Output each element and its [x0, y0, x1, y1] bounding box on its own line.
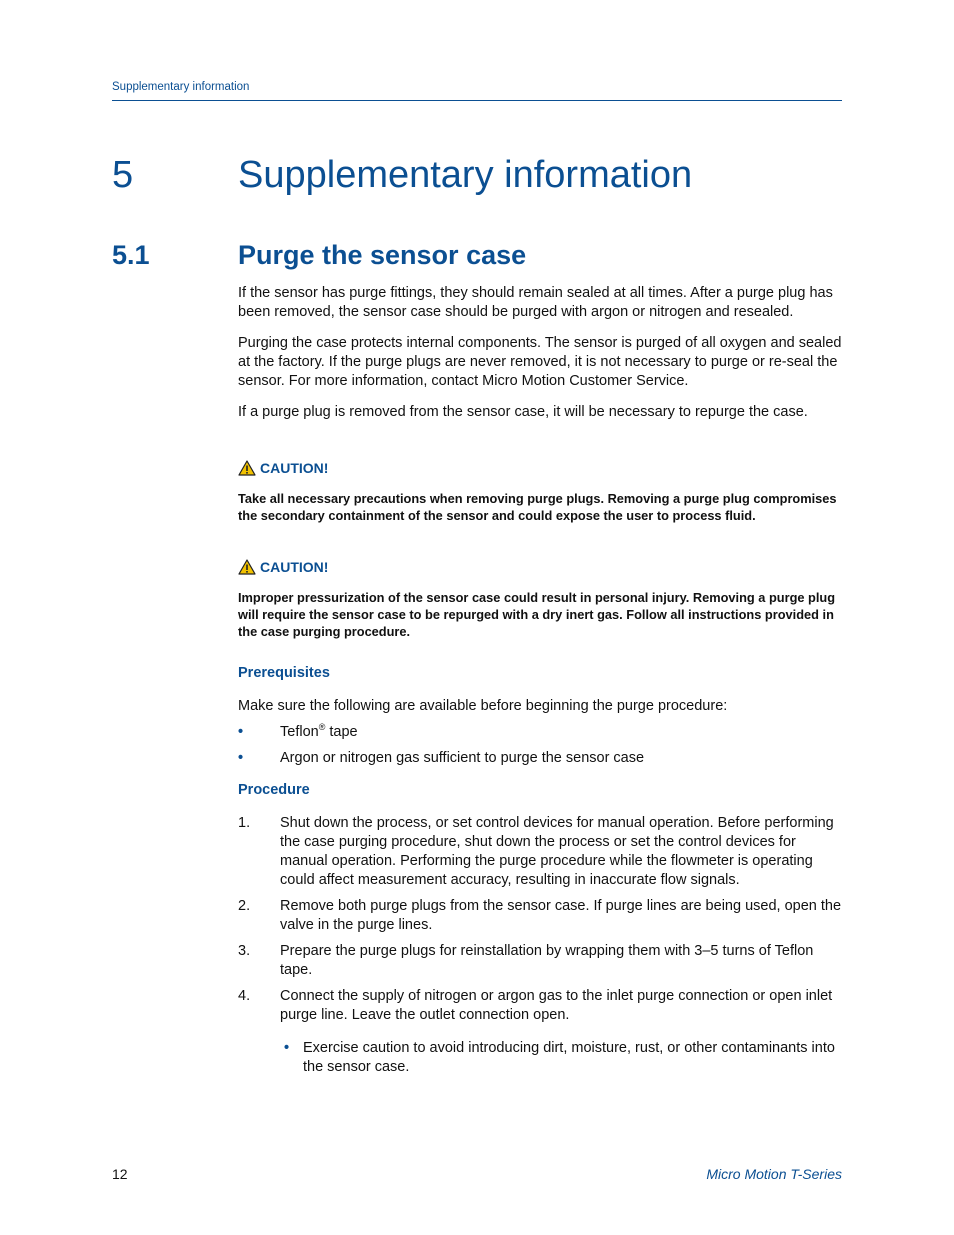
procedure-step [238, 987, 842, 1025]
warning-triangle-icon [238, 559, 256, 575]
main-content [238, 284, 842, 1077]
procedure-step [238, 814, 842, 890]
prerequisites-intro: Make sure the following are available before beginning the purge procedure: [238, 698, 728, 714]
list-item [238, 723, 842, 742]
caution-block [238, 557, 842, 640]
caution-block [238, 458, 842, 524]
caution-heading [238, 458, 842, 478]
caution-text: Take all necessary precautions when removing purge plugs. Removing a purge plug compromises the secondary containment of the sensor and could expose the user to process fluid. [238, 491, 837, 523]
list-item [238, 749, 842, 768]
step-text: Remove both purge plugs from the sensor case. If purge lines are being used, open the valve in the purge lines. [280, 898, 842, 933]
list-item-suffix: tape [325, 724, 358, 740]
procedure-steps [238, 814, 842, 1025]
list-item-text: Teflon [280, 724, 319, 740]
page-number: 12 [112, 1166, 128, 1182]
step-number: 3. [238, 943, 251, 959]
paragraph: If a purge plug is removed from the sensor case, it will be necessary to repurge the case. [238, 404, 808, 420]
sub-bullet-item [280, 1039, 842, 1077]
list-item-text: Argon or nitrogen gas sufficient to purge the sensor case [280, 750, 645, 766]
bullet-icon: • [238, 724, 244, 740]
caution-label: CAUTION! [260, 459, 329, 476]
prerequisites-heading: Prerequisites [238, 665, 330, 681]
step-text: Connect the supply of nitrogen or argon gas to the inlet purge connection or open inlet purge line. Leave the outlet connection open. [280, 988, 833, 1023]
procedure-step [238, 942, 842, 980]
header-rule [112, 100, 842, 101]
chapter-title: Supplementary information [238, 154, 693, 196]
step-number: 1. [238, 815, 251, 831]
step-text: Shut down the process, or set control devices for manual operation. Before performing the case purging procedure, shut down the process or set the control devices for manual operation. Performing the purge procedure while the flowmeter is operating could affect measurement accuracy, resulting in inaccurate flow signals. [280, 815, 834, 888]
bullet-icon: • [238, 750, 244, 766]
prerequisites-list [238, 723, 842, 768]
step-number: 2. [238, 898, 251, 914]
document-title: Micro Motion T-Series [706, 1166, 842, 1182]
procedure-step [238, 897, 842, 935]
bullet-icon: • [284, 1040, 290, 1056]
caution-label: CAUTION! [260, 558, 329, 575]
step-text: Prepare the purge plugs for reinstallation by wrapping them with 3–5 turns of Teflon tape. [280, 943, 814, 978]
procedure-heading: Procedure [238, 782, 310, 798]
section-title: Purge the sensor case [238, 240, 527, 270]
warning-triangle-icon [238, 460, 256, 476]
registered-mark: ® [318, 722, 326, 733]
paragraph: If the sensor has purge fittings, they should remain sealed at all times. After a purge plug has been removed, the sensor case should be purged with argon or nitrogen and resealed. [238, 285, 833, 320]
chapter-number: 5 [112, 154, 134, 196]
sub-bullet-text: Exercise caution to avoid introducing dirt, moisture, rust, or other contaminants into the sensor case. [303, 1040, 835, 1075]
step-number: 4. [238, 988, 251, 1004]
caution-text: Improper pressurization of the sensor case could result in personal injury. Removing a purge plug will require the sensor case to be repurged with a dry inert gas. Follow all instructions provided in the case purging procedure. [238, 590, 836, 639]
paragraph: Purging the case protects internal components. The sensor is purged of all oxygen and sealed at the factory. If the purge plugs are never removed, it is not necessary to purge or re-seal the sensor. For more information, contact Micro Motion Customer Service. [238, 335, 842, 389]
caution-heading [238, 557, 842, 577]
running-header: Supplementary information [112, 81, 250, 93]
section-number: 5.1 [112, 240, 150, 270]
